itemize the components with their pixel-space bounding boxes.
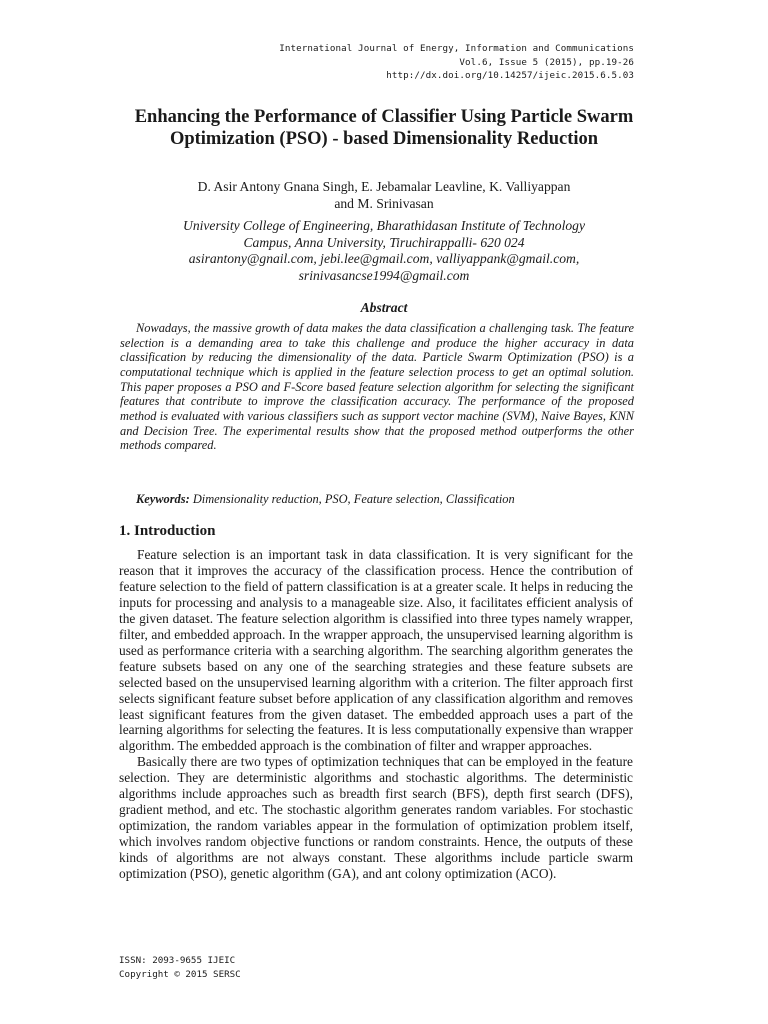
introduction-body xyxy=(119,547,633,882)
paper-title-line-1: Enhancing the Performance of Classifier Using Particle Swarm xyxy=(134,107,634,127)
footer-copyright: Copyright © 2015 SERSC xyxy=(119,969,241,980)
abstract-text: Nowadays, the massive growth of data makes the data classification a challenging task. The feature selection is a demanding area to take this challenge and produce the higher accuracy in data classification by reducing the dimensionality of the data. Particle Swarm Optimization (PSO) is a computational technique which is applied in the feature selection process to get an optimal solution. This paper proposes a PSO and F-Score based feature selection algorithm for selecting the significant features that contribute to improve the classification accuracy. The performance of the proposed method is evaluated with various classifiers such as support vector machine (SVM), Naive Bayes, KNN and Decision Tree. The experimental results show that the proposed method outperforms the other methods compared. xyxy=(120,321,634,453)
body-paragraph: Basically there are two types of optimization techniques that can be employed in the feature selection. They are deterministic algorithms and stochastic algorithms. The deterministic algorithms include approaches such as breadth first search (BFS), depth first search (DFS), gradient method, and etc. The stochastic algorithm generates random variables. For stochastic optimization, the random variables appear in the formulation of optimization problem itself, which involves random objective functions or random constraints. Hence, the outputs of these kinds of algorithms are not always constant. These algorithms include particle swarm optimization (PSO), genetic algorithm (GA), and ant colony optimization (ACO). xyxy=(119,754,633,882)
abstract-heading: Abstract xyxy=(360,300,408,315)
keywords-label: Keywords: xyxy=(136,492,190,506)
section-heading-introduction: 1. Introduction xyxy=(119,523,216,539)
keywords xyxy=(136,492,636,507)
journal-name: International Journal of Energy, Information and Communications xyxy=(279,43,634,54)
journal-header xyxy=(279,42,634,83)
body-paragraph: Feature selection is an important task in data classification. It is very significant for the reason that it improves the accuracy of the classification process. Hence the contribution of feature selection to the field of pattern classification is at a greater scale. It helps in reducing the inputs for processing and analysis to a manageable size. Also, it facilitates efficient analysis of the given dataset. The feature selection algorithm is classified into three types namely wrapper, filter, and embedded approach. In the wrapper approach, the unsupervised learning algorithm is used as performance criteria with a searching algorithm. The searching algorithm generates the feature subsets based on any one of the searching strategies and these feature subsets are selected based on the unsupervised learning algorithm with a criterion. The filter approach first selects significant feature subset before application of any classification algorithm and removes least significant features from the given dataset. The embedded approach uses a part of the learning algorithms for selecting the features. It is less computationally expensive than wrapper algorithm. The embedded approach is the combination of filter and wrapper approaches. xyxy=(119,547,633,754)
authors-line-2: and M. Srinivasan xyxy=(334,196,434,211)
footer-issn: ISSN: 2093-9655 IJEIC xyxy=(119,955,236,966)
email-line: asirantony@gnail.com, jebi.lee@gmail.com, valliyappank@gmail.com, xyxy=(188,251,580,266)
email-line: srinivasancse1994@gmail.com xyxy=(298,267,470,283)
journal-volume: Vol.6, Issue 5 (2015), pp.19-26 xyxy=(459,56,634,68)
affiliation-line: University College of Engineering, Bharathidasan Institute of Technology xyxy=(183,218,585,233)
paper-title-line-2: Optimization (PSO) - based Dimensionality Reduction xyxy=(169,129,599,149)
authors-line-1: D. Asir Antony Gnana Singh, E. Jebamalar Leavline, K. Valliyappan xyxy=(197,179,571,194)
affiliation-block xyxy=(100,218,668,284)
keywords-text: Dimensionality reduction, PSO, Feature selection, Classification xyxy=(192,492,515,506)
author-list xyxy=(100,178,668,212)
journal-doi: http://dx.doi.org/10.14257/ijeic.2015.6.5.03 xyxy=(386,70,634,81)
affiliation-line: Campus, Anna University, Tiruchirappalli- 620 024 xyxy=(243,234,525,250)
page-footer xyxy=(119,954,241,982)
paper-title xyxy=(100,106,668,150)
